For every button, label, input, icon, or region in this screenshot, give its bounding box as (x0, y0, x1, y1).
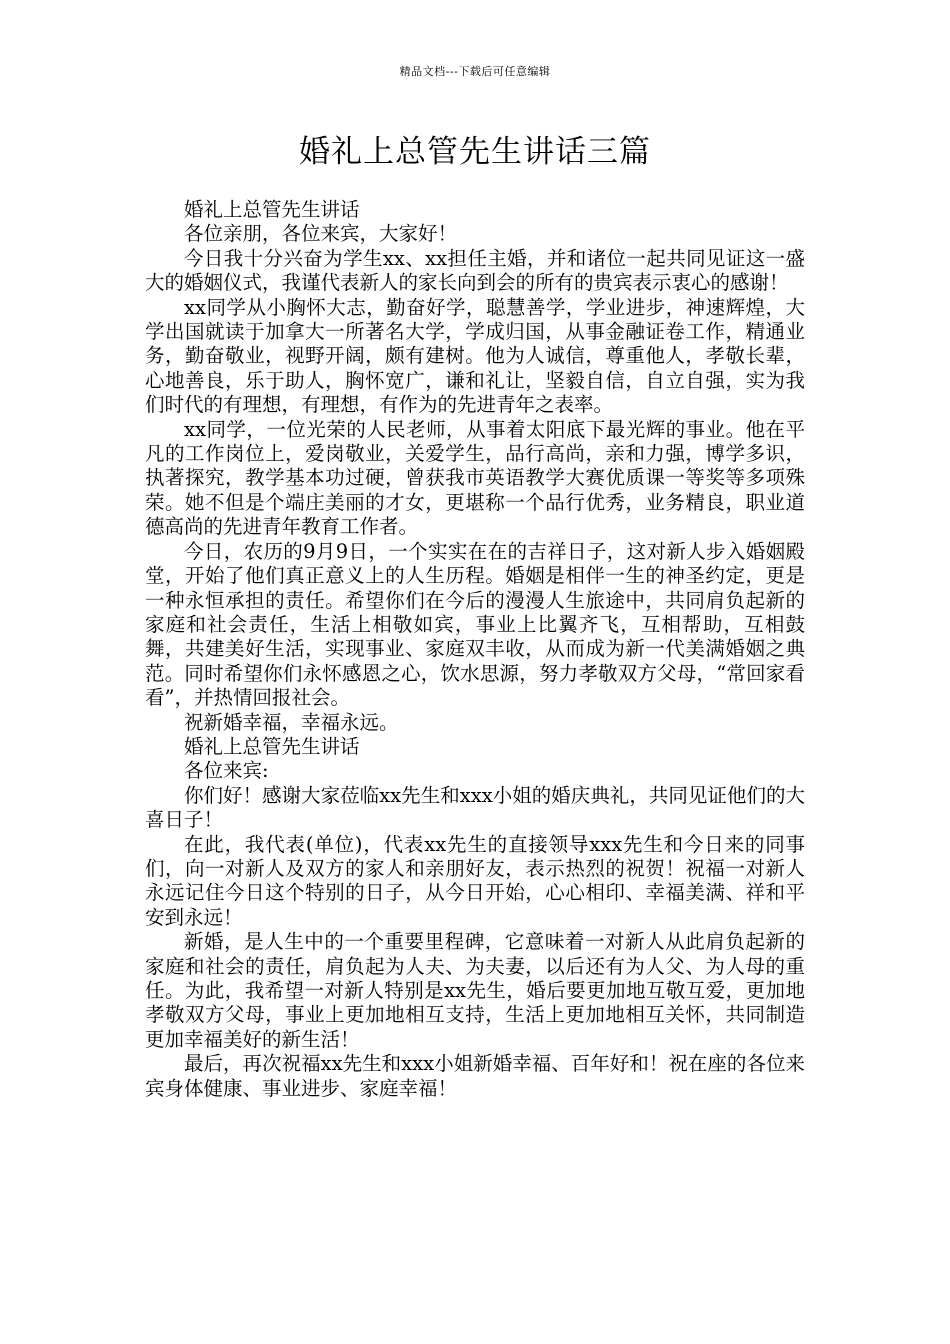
document-body (145, 198, 805, 1101)
paragraph: 你们好！感谢大家莅临xx先生和xxx小姐的婚庆典礼，共同见证他们的大喜日子！ (145, 783, 805, 832)
page-header: 精品文档---下载后可任意编辑 (399, 65, 551, 78)
paragraph: 在此，我代表(单位)，代表xx先生的直接领导xxx先生和今日来的同事们，向一对新人及双方的家人和亲朋好友，表示热烈的祝贺！祝福一对新人永远记住今日这个特别的日子，从今日开始，心心相印、幸福美满、祥和平安到永远！ (145, 832, 805, 929)
paragraph: xx同学，一位光荣的人民老师，从事着太阳底下最光辉的事业。他在平凡的工作岗位上，爱岗敬业，关爱学生，品行高尚，亲和力强，博学多识，执著探究，教学基本功过硬，曾获我市英语教学大赛优质课一等奖等多项殊荣。她不但是个端庄美丽的才女，更堪称一个品行优秀，业务精良，职业道德高尚的先进青年教育工作者。 (145, 417, 805, 539)
paragraph: 各位来宾: (184, 759, 269, 783)
paragraph: 新婚，是人生中的一个重要里程碑，它意味着一对新人从此肩负起新的家庭和社会的责任，肩负起为人夫、为夫妻，以后还有为人父、为人母的重任。为此，我希望一对新人特别是xx先生，婚后要更加地互敬互爱，更加地孝敬双方父母，事业上更加地相互支持，生活上更加地相互关怀，共同制造更加幸福美好的新生活！ (145, 930, 805, 1051)
paragraph: 婚礼上总管先生讲话 (184, 198, 360, 221)
paragraph: xx同学从小胸怀大志，勤奋好学，聪慧善学，学业进步，神速辉煌，大学出国就读于加拿大一所著名大学，学成归国，从事金融证卷工作，精通业务，勤奋敬业，视野开阔，颇有建树。他为人诚信，尊重他人，孝敬长辈，心地善良，乐于助人，胸怀宽广，谦和礼让，坚毅自信，自立自强，实为我们时代的有理想，有理想，有作为的先进青年之表率。 (145, 295, 805, 417)
paragraph: 最后，再次祝福xx先生和xxx小姐新婚幸福、百年好和！祝在座的各位来宾身体健康、事业进步、家庭幸福！ (145, 1052, 805, 1100)
paragraph: 今日我十分兴奋为学生xx、xx担任主婚，并和诸位一起共同见证这一盛大的婚姻仪式，我谨代表新人的家长向到会的所有的贵宾表示衷心的感谢！ (145, 246, 805, 295)
document-title: 婚礼上总管先生讲话三篇 (299, 134, 651, 170)
paragraph: 各位亲朋，各位来宾，大家好！ (184, 222, 458, 246)
paragraph: 祝新婚幸福，幸福永远。 (184, 710, 399, 734)
paragraph: 婚礼上总管先生讲话 (184, 734, 360, 758)
paragraph: 今日，农历的9月9日，一个实实在在的吉祥日子，这对新人步入婚姻殿堂，开始了他们真正意义上的人生历程。婚姻是相伴一生的神圣约定，更是一种永恒承担的责任。希望你们在今后的漫漫人生旅途中，共同肩负起新的家庭和社会责任，生活上相敬如宾，事业上比翼齐飞，互相帮助，互相鼓舞，共建美好生活，实现事业、家庭双丰收，从而成为新一代美满婚姻之典范。同时希望你们永怀感恩之心，饮水思源，努力孝敬双方父母，“常回家看看”，并热情回报社会。 (145, 539, 805, 710)
